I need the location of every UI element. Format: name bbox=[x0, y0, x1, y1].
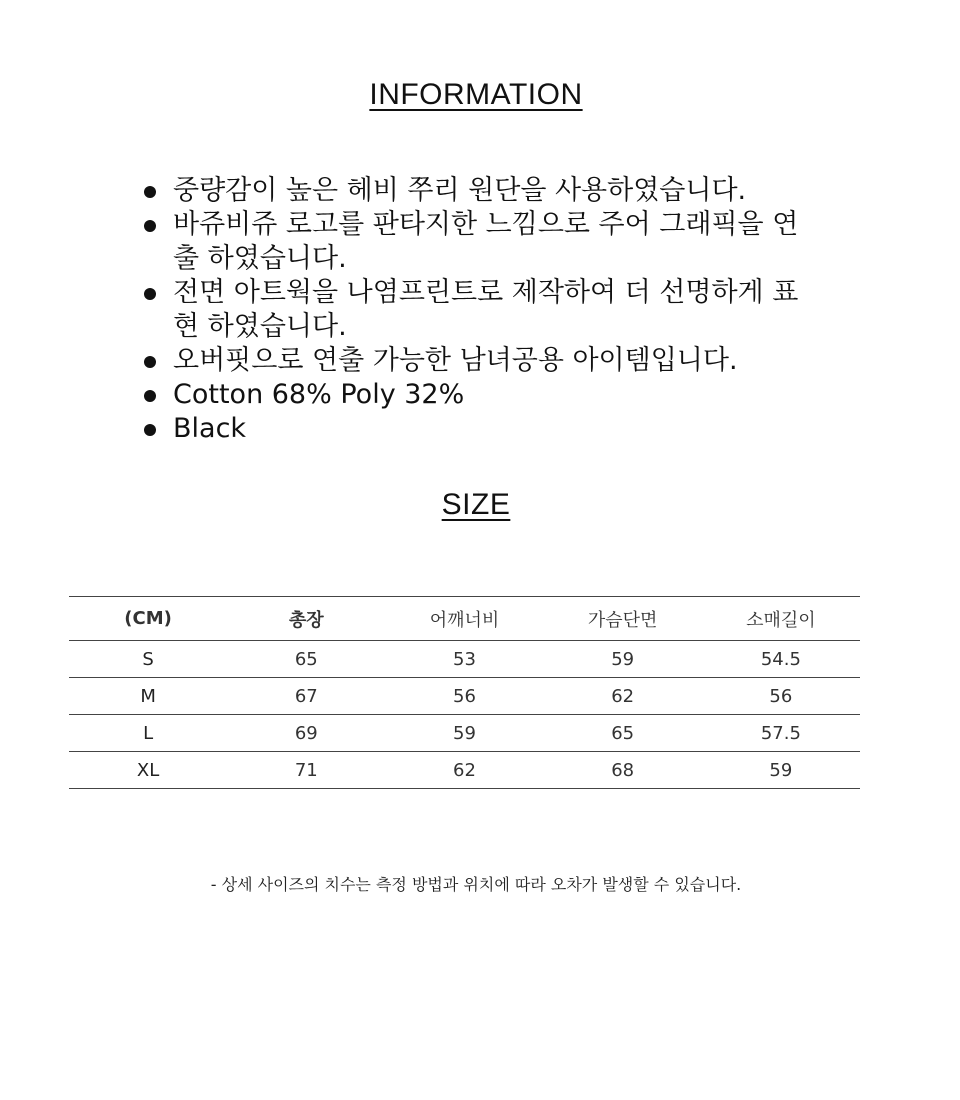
table-row bbox=[69, 678, 860, 715]
header-sleeve-length: 소매길이 bbox=[746, 609, 816, 631]
information-list bbox=[144, 174, 824, 446]
table-cell: 69 bbox=[294, 722, 318, 744]
list-item bbox=[144, 378, 824, 412]
item-text: 바쥬비쥬 로고를 판타지한 느낌으로 주어 그래픽을 연출 하였습니다. bbox=[173, 209, 799, 274]
header-unit: (CM) bbox=[124, 608, 172, 629]
table-cell: 56 bbox=[769, 685, 793, 707]
table-cell: 56 bbox=[453, 685, 476, 707]
header-shoulder-width: 어깨너비 bbox=[429, 609, 500, 631]
bullet-icon bbox=[144, 186, 156, 198]
size-label: M bbox=[140, 685, 156, 707]
bullet-icon bbox=[144, 390, 156, 402]
list-item bbox=[144, 174, 824, 208]
size-disclaimer-note: - 상세 사이즈의 치수는 측정 방법과 위치에 따라 오차가 발생할 수 있습니다. bbox=[210, 875, 742, 894]
table-cell: 65 bbox=[294, 648, 318, 670]
size-label: L bbox=[143, 722, 154, 744]
item-text: Black bbox=[173, 413, 247, 444]
item-text: Cotton 68% Poly 32% bbox=[173, 379, 465, 410]
table-header-row bbox=[69, 597, 860, 641]
list-item bbox=[144, 344, 824, 378]
item-text: 오버핏으로 연출 가능한 남녀공용 아이템입니다. bbox=[173, 345, 738, 376]
size-label: XL bbox=[136, 759, 160, 781]
list-item bbox=[144, 276, 824, 344]
list-item bbox=[144, 412, 824, 446]
table-cell: 71 bbox=[294, 759, 318, 781]
header-total-length: 총장 bbox=[288, 609, 324, 631]
table-cell: 62 bbox=[611, 685, 635, 707]
size-title: SIZE bbox=[441, 488, 511, 521]
list-item bbox=[144, 208, 824, 276]
size-label: S bbox=[142, 648, 154, 670]
table-cell: 59 bbox=[611, 648, 635, 670]
table-row bbox=[69, 752, 860, 789]
table-cell: 65 bbox=[611, 722, 635, 744]
bullet-icon bbox=[144, 356, 156, 368]
table-cell: 68 bbox=[611, 759, 635, 781]
header-chest-width: 가슴단면 bbox=[587, 609, 658, 631]
table-cell: 67 bbox=[294, 685, 318, 707]
table-cell: 54.5 bbox=[760, 648, 801, 670]
information-title: INFORMATION bbox=[369, 78, 583, 111]
table-cell: 62 bbox=[453, 759, 476, 781]
bullet-icon bbox=[144, 220, 156, 232]
bullet-icon bbox=[144, 424, 156, 436]
size-table bbox=[69, 596, 860, 789]
table-cell: 59 bbox=[453, 722, 476, 744]
table-cell: 53 bbox=[453, 648, 476, 670]
table-cell: 59 bbox=[769, 759, 793, 781]
item-text: 전면 아트웍을 나염프린트로 제작하여 더 선명하게 표현 하였습니다. bbox=[173, 277, 799, 342]
table-row bbox=[69, 641, 860, 678]
bullet-icon bbox=[144, 288, 156, 300]
table-cell: 57.5 bbox=[760, 722, 801, 744]
item-text: 중량감이 높은 헤비 쭈리 원단을 사용하였습니다. bbox=[173, 175, 747, 206]
table-row bbox=[69, 715, 860, 752]
